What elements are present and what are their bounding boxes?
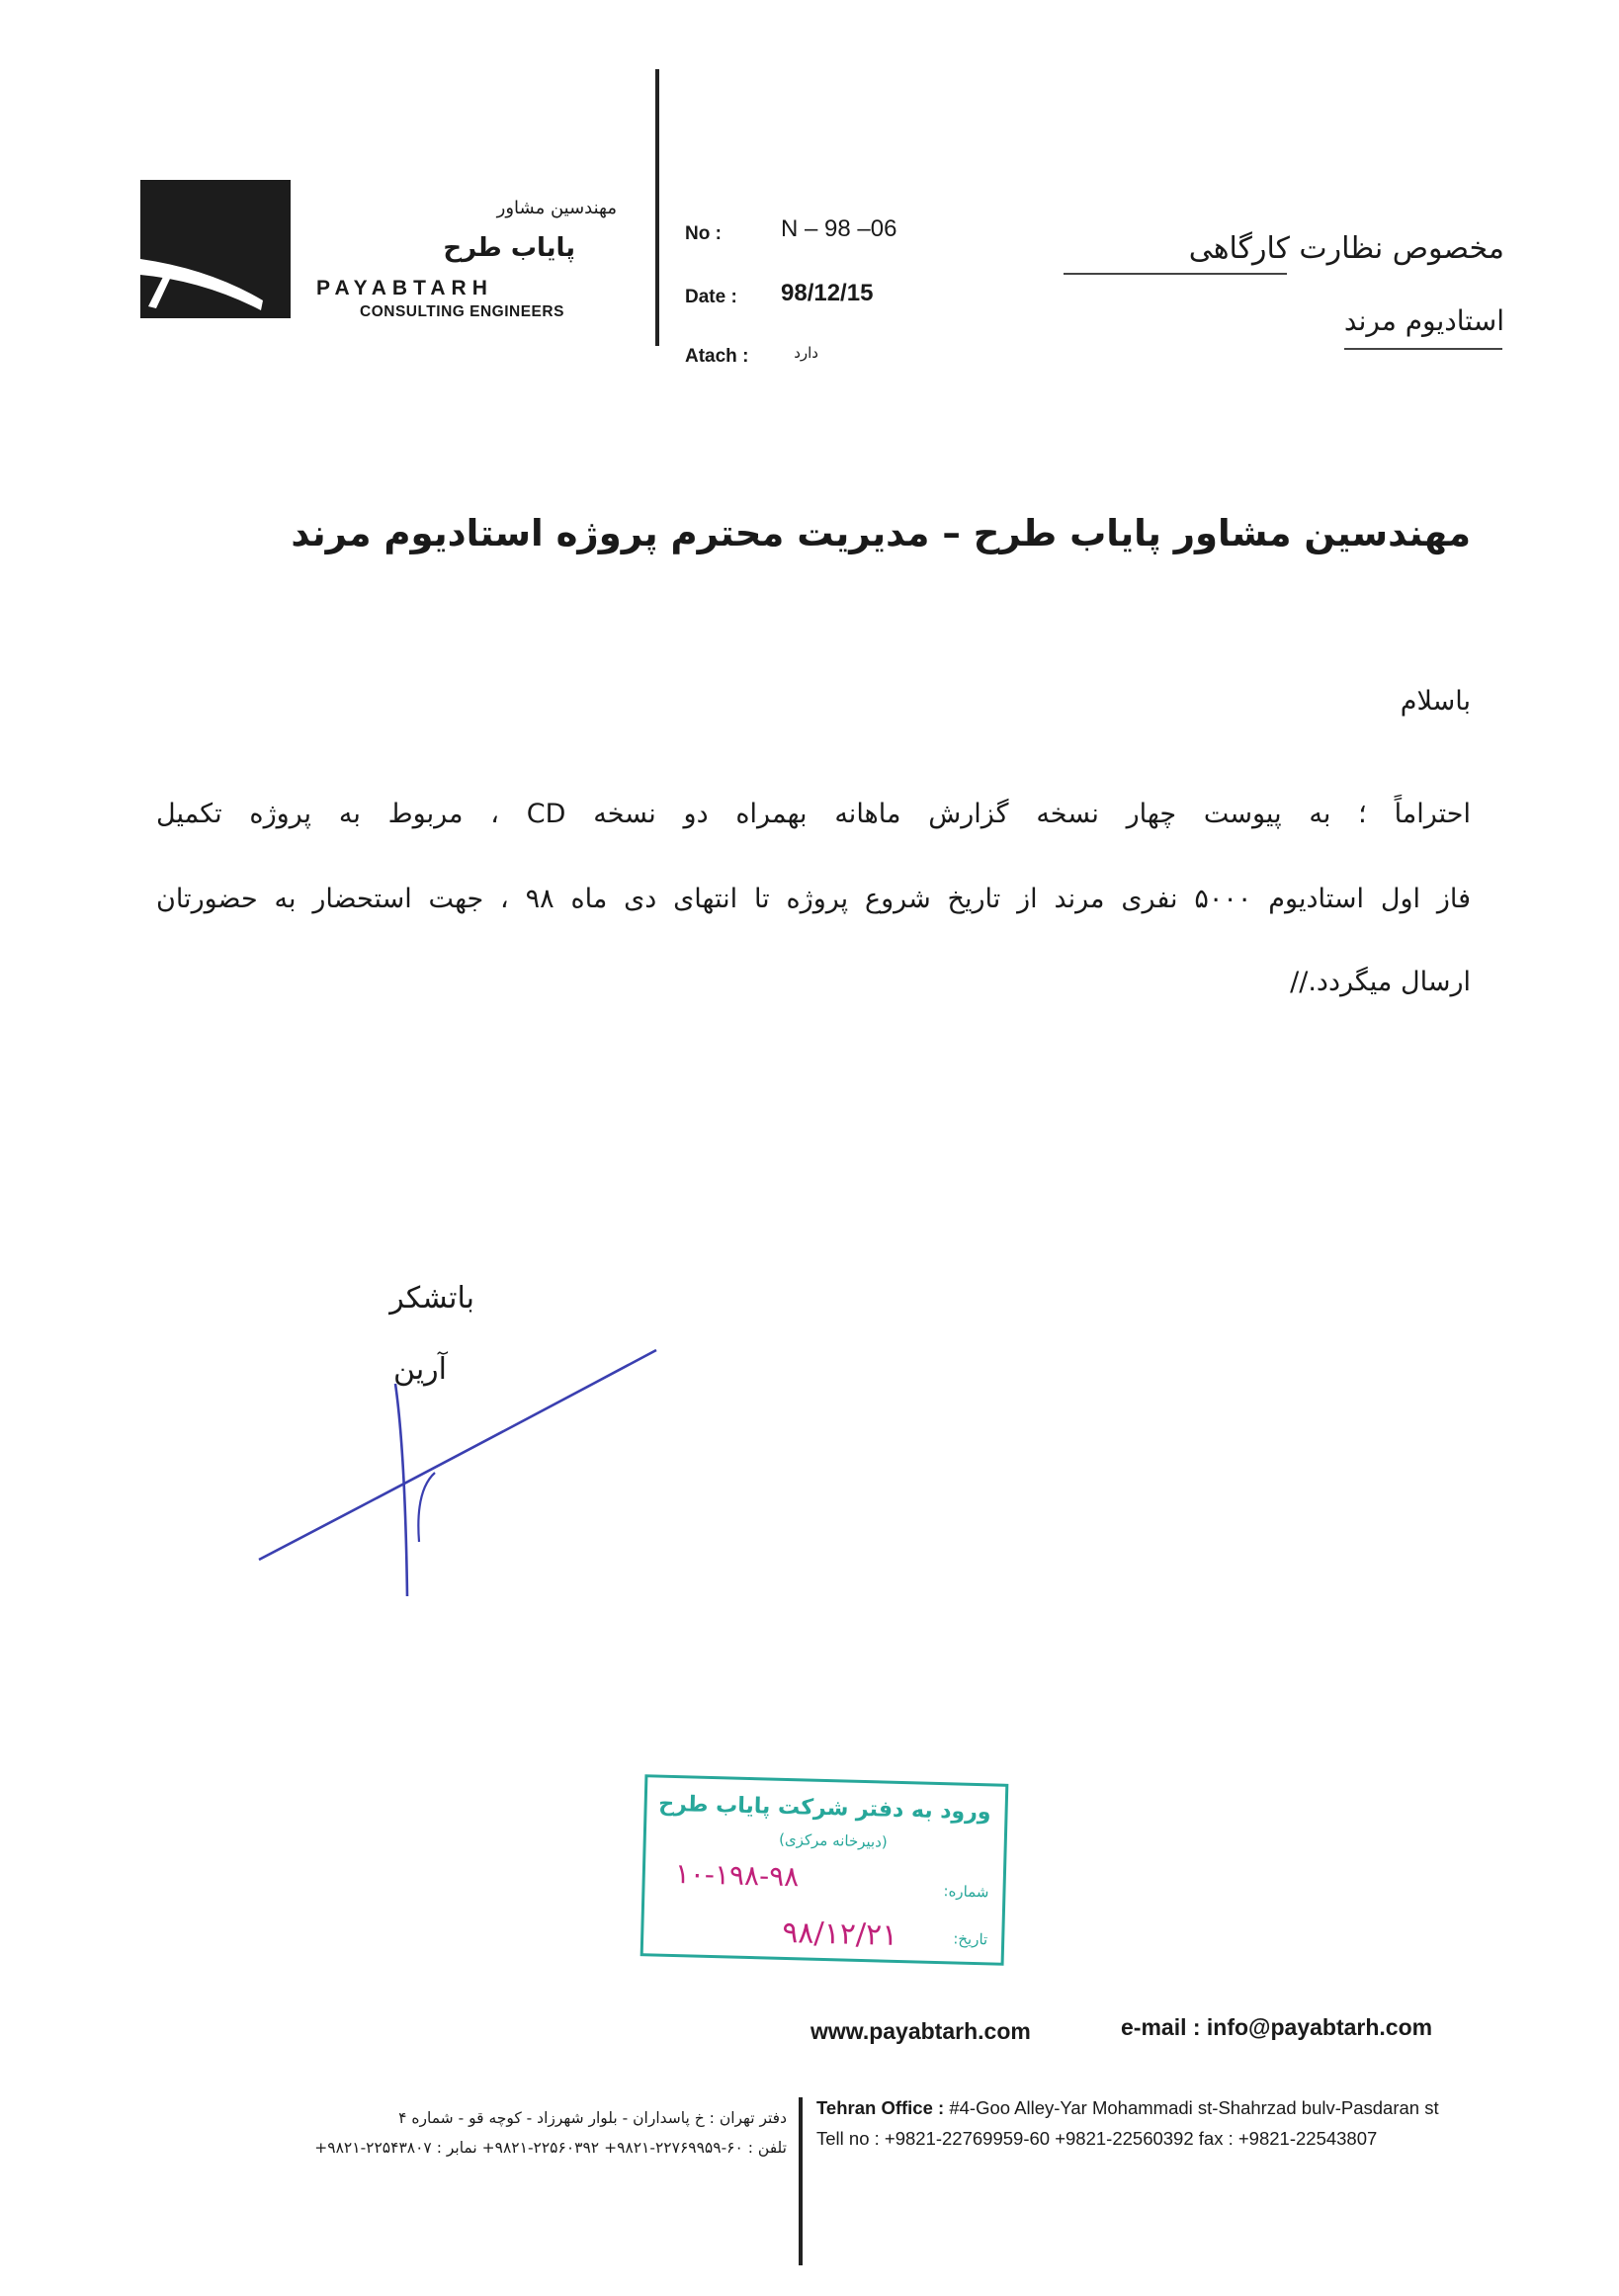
- letter-greeting: باسلام: [1400, 686, 1471, 717]
- signature-graphic: [247, 1334, 672, 1611]
- footer-office-address: [816, 2097, 1439, 2119]
- header-divider: [655, 69, 659, 346]
- company-logo-mark: [140, 180, 291, 318]
- supervision-underline: [1064, 273, 1287, 275]
- stamp-date-label: تاریخ:: [953, 1929, 988, 1949]
- no-label: No :: [685, 223, 722, 244]
- site-supervision-label: مخصوص نظارت کارگاهی: [1188, 231, 1504, 266]
- stamp-date-value: ۹۸/۱۲/۲۱: [781, 1914, 898, 1953]
- footer-phone-line: Tell no : +9821-22769959-60 +9821-22560392 fax : +9821-22543807: [816, 2128, 1378, 2149]
- project-underline: [1344, 348, 1502, 350]
- footer-divider: [799, 2097, 803, 2265]
- company-type-fa: مهندسین مشاور: [496, 198, 617, 218]
- body-line-1: احتراماً ؛ به پیوست چهار نسخه گزارش ماهانه بهمراه دو نسخه CD ، مربوط به پروژه تکمیل: [156, 799, 1471, 829]
- project-name-label: استادیوم مرند: [1343, 304, 1504, 337]
- attach-value: دارد: [794, 344, 818, 362]
- office-label: Tehran Office :: [816, 2097, 945, 2118]
- date-value: 98/12/15: [781, 280, 874, 306]
- stamp-subtitle: (دبیرخانه مرکزی): [778, 1829, 888, 1851]
- stamp-title: ورود به دفتر شرکت پایاب طرح: [657, 1791, 991, 1826]
- footer-email: e-mail : info@payabtarh.com: [1121, 2014, 1433, 2040]
- signer-name: آرین: [392, 1352, 447, 1387]
- letter-title: مهندسین مشاور پایاب طرح – مدیریت محترم پروژه استادیوم مرند: [291, 512, 1471, 554]
- company-name-fa: پایاب طرح: [443, 233, 575, 263]
- stamp-number-value: ۱۰-۱۹۸-۹۸: [674, 1857, 800, 1894]
- stamp-number-label: شماره:: [943, 1882, 989, 1902]
- attach-label: Atach :: [685, 346, 749, 367]
- footer-address-fa: دفتر تهران : خ پاسداران - بلوار شهرزاد - کوچه قو - شماره ۴: [398, 2109, 787, 2127]
- company-name-en: PAYABTARH: [316, 277, 493, 299]
- date-label: Date :: [685, 287, 737, 307]
- receipt-stamp: [640, 1774, 1009, 1966]
- closing-text: باتشکر: [389, 1281, 474, 1316]
- no-value: N – 98 –06: [781, 215, 897, 242]
- footer-phone-fa: تلفن : ۶۰-۲۲۷۶۹۹۵۹-۹۸۲۱+ ۲۲۵۶۰۳۹۲-۹۸۲۱+ نمابر : ۲۲۵۴۳۸۰۷-۹۸۲۱+: [314, 2139, 787, 2157]
- footer-website: www.payabtarh.com: [810, 2018, 1031, 2044]
- office-address: #4-Goo Alley-Yar Mohammadi st-Shahrzad bulv-Pasdaran st: [949, 2097, 1439, 2118]
- body-line-3: ارسال میگردد.//: [1290, 967, 1471, 997]
- body-line-2: فاز اول استادیوم ۵۰۰۰ نفری مرند از تاریخ شروع پروژه تا انتهای دی ماه ۹۸ ، جهت استحضار به حضورتان: [156, 884, 1471, 914]
- company-subtitle-en: CONSULTING ENGINEERS: [360, 303, 564, 320]
